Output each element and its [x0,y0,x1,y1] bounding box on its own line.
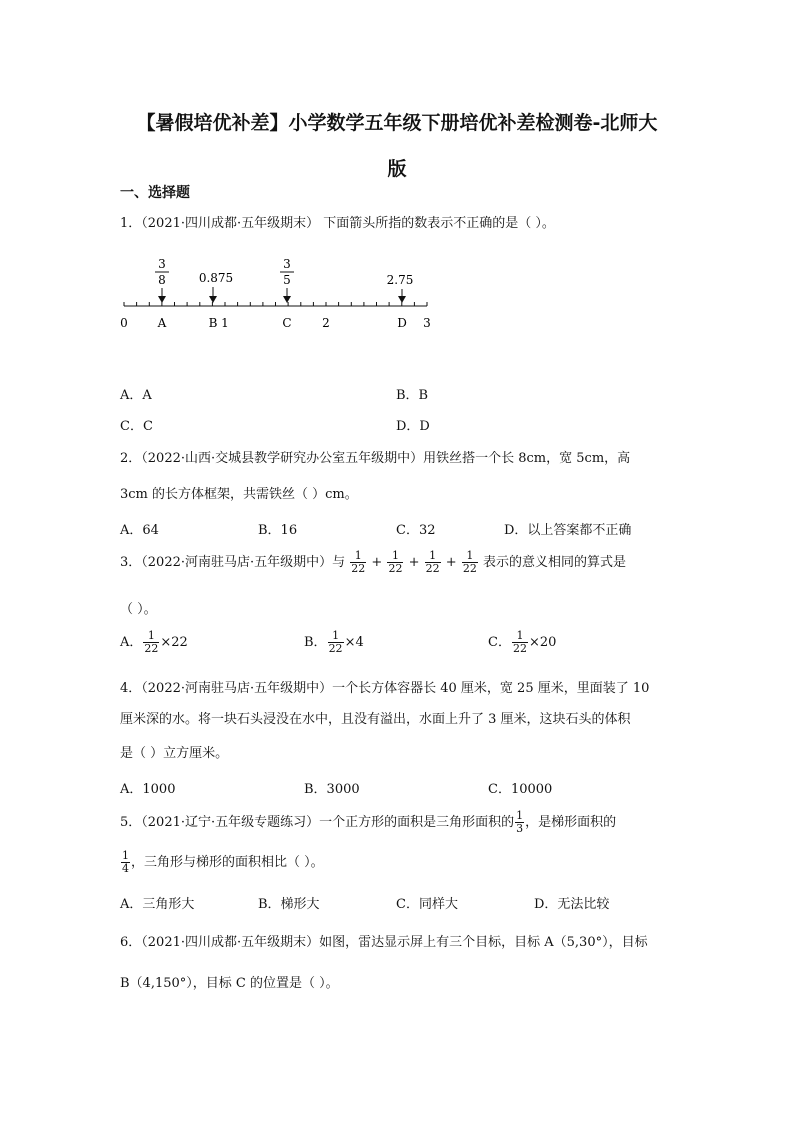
question-4-line-1: 4．（2022·河南驻马店·五年级期中）一个长方体容器长 40 厘米，宽 25 厘米，里面装了 10 [120,681,650,696]
question-3-line-2: （ ）。 [120,602,157,617]
label-c-denominator: 5 [283,273,291,287]
arrow-a-icon [158,288,166,303]
question-6-line-1: 6．（2021·四川成都·五年级期末）如图，雷达显示屏上有三个目标，目标 A（5,30°），目标 [120,935,648,950]
q3-fraction-3: $\frac{1}{22}$ [425,549,440,575]
question-4-line-3: 是（ ）立方厘米。 [120,746,229,761]
q5-option-c[interactable]: C．同样大 [396,897,458,912]
label-a-numerator: 3 [158,257,166,271]
title-line-1: 【暑假培优补差】小学数学五年级下册培优补差检测卷-北师大 [136,112,658,134]
q2-option-b[interactable]: B．16 [258,523,298,538]
letter-b: B [208,316,218,330]
q3-option-a[interactable]: A． $\frac{1}{22}$ ×22 [120,629,188,655]
q2-option-a[interactable]: A．64 [120,523,159,538]
letter-c: C [282,316,292,330]
tick-label-2: 2 [322,316,330,330]
q3-suffix: 表示的意义相同的算式是 [482,555,626,570]
question-3-line-1 [120,550,626,575]
letter-a: A [157,316,167,330]
q1-option-c[interactable]: C．C [120,419,153,434]
q4-option-a[interactable]: A．1000 [120,782,176,797]
question-1-text: 1．（2021·四川成都·五年级期末） 下面箭头所指的数表示不正确的是（ ）。 [120,216,555,231]
title-line-2: 版 [387,158,407,180]
page-title [110,100,684,192]
number-line-ticks [124,302,427,306]
q5-option-d[interactable]: D．无法比较 [534,897,610,912]
tick-label-1: 1 [221,316,229,330]
question-2-line-1: 2．（2022·山西·交城县教学研究办公室五年级期中）用铁丝搭一个长 8cm，宽 5cm，高 [120,451,631,466]
q3-prefix: 3．（2022·河南驻马店·五年级期中）与 [120,555,346,570]
q2-option-d[interactable]: D．以上答案都不正确 [504,523,632,538]
letter-d: D [397,316,407,330]
q1-option-a[interactable]: A．A [120,388,152,403]
q3-fraction-4: $\frac{1}{22}$ [462,549,477,575]
q4-option-c[interactable]: C．10000 [488,782,553,797]
arrow-d-icon [398,289,406,303]
q1-option-b[interactable]: B．B [396,388,429,403]
question-2-line-2: 3cm 的长方体框架，共需铁丝（ ）cm。 [120,487,358,502]
question-6-line-2: B（4,150°），目标 C 的位置是（ ）。 [120,976,339,991]
q5-option-b[interactable]: B．梯形大 [258,897,320,912]
q5-fraction-2: $\frac{1}{4}$ [122,849,129,875]
q5-option-a[interactable]: A．三角形大 [120,897,195,912]
q3-plus-3: + [445,555,457,570]
label-c-numerator: 3 [283,257,291,271]
label-b-value: 0.875 [198,271,234,285]
question-4-line-2: 厘米深的水。将一块石头浸没在水中，且没有溢出，水面上升了 3 厘米，这块石头的体积 [120,712,631,727]
q2-option-c[interactable]: C．32 [396,523,436,538]
q3-plus-2: + [408,555,420,570]
q3-fraction-2: $\frac{1}{22}$ [388,549,403,575]
section-heading: 一、选择题 [120,185,190,201]
q4-option-b[interactable]: B．3000 [304,782,360,797]
tick-label-0: 0 [120,316,128,330]
number-line-figure [110,252,440,332]
q1-option-d[interactable]: D．D [396,419,430,434]
arrow-c-icon [283,288,291,303]
q3-plus-1: + [371,555,383,570]
question-5-line-1: 5．（2021·辽宁·五年级专题练习）一个正方形的面积是三角形面积的 $\frac{1}{3}$ ，是梯形面积的 [120,809,617,835]
q5-fraction-1: $\frac{1}{3}$ [516,809,524,835]
q3-option-b[interactable]: B． $\frac{1}{22}$ ×4 [304,629,364,655]
q3-fraction-1: $\frac{1}{22}$ [351,549,366,575]
question-5-line-2: $\frac{1}{4}$ ，三角形与梯形的面积相比（ ）。 [122,849,324,875]
arrow-b-icon [209,287,217,303]
q3-option-c[interactable]: C． $\frac{1}{22}$ ×20 [488,629,557,655]
tick-label-3: 3 [423,316,431,330]
label-a-denominator: 8 [158,273,166,287]
label-d-value: 2.75 [386,273,414,287]
